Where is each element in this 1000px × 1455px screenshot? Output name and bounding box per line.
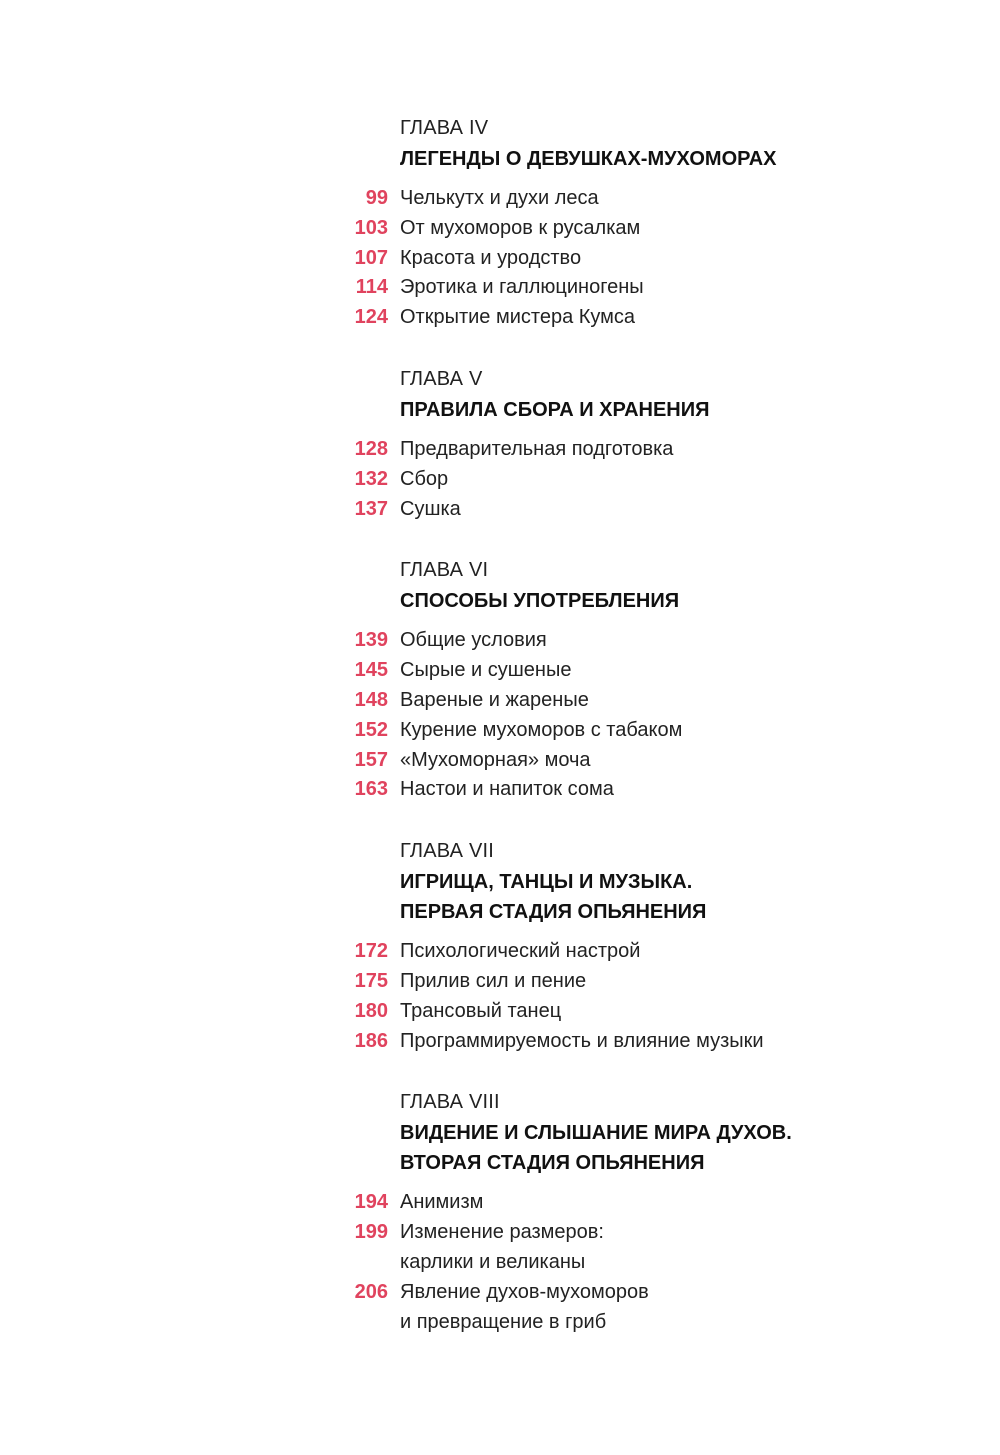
toc-entry [0,967,1000,997]
entry-title [400,686,960,716]
entry-title-line: карлики и великаны [400,1250,586,1273]
toc-entry [0,435,1000,465]
entry-title-line: Предварительная подготовка [400,437,674,460]
toc-entry [0,1188,1000,1218]
entry-title [400,303,960,333]
chapter-viii [0,1086,1000,1337]
entry-title [400,465,960,495]
entry-title-line: Сбор [400,467,449,490]
entry-title-line: Общие условия [400,629,547,652]
toc-entry [0,1027,1000,1057]
chapter-title [400,144,1000,174]
toc-entry [0,997,1000,1027]
entry-title [400,1218,960,1278]
entry-title-line: От мухоморов к русалкам [400,216,641,239]
page-number: 107 [354,246,388,269]
entry-title [400,746,960,776]
chapter-iv [0,112,1000,333]
chapter-title-line: ВИДЕНИЕ И СЛЫШАНИЕ МИРА ДУХОВ. [400,1122,792,1145]
chapter-vii [0,835,1000,1056]
entry-title [400,937,960,967]
entry-title-line: Трансовый танец [400,999,562,1022]
entry-title [400,775,960,805]
page-number: 194 [354,1191,388,1214]
toc-entry [0,303,1000,333]
chapter-title [400,395,1000,425]
entry-title-line: Вареные и жареные [400,688,589,711]
page-number: 175 [354,969,388,992]
entry-title-line: Челькутх и духи леса [400,187,599,209]
entry-title [400,273,960,303]
entry-title-line: «Мухоморная» моча [400,748,591,771]
toc-entry [0,716,1000,746]
toc-entry [0,465,1000,495]
toc-entry [0,214,1000,244]
chapter-title [400,867,1000,927]
chapter-title-line: ПРАВИЛА СБОРА И ХРАНЕНИЯ [400,398,710,421]
chapter-title-line: ВТОРАЯ СТАДИЯ ОПЬЯНЕНИЯ [400,1152,705,1175]
page-number: 114 [355,276,388,299]
toc-entry [0,775,1000,805]
entry-title-line: Настои и напиток сома [400,778,614,801]
page-number: 99 [365,187,388,209]
toc-entry [0,184,1000,214]
entry-title-line: Курение мухоморов с табаком [400,718,683,741]
page-number: 139 [354,629,388,652]
entry-title-line: Явление духов-мухоморов [400,1280,649,1303]
entry-title [400,244,960,274]
page-number: 157 [354,748,388,771]
page-number: 137 [354,497,388,520]
page-number: 172 [354,940,388,963]
toc-entry [0,273,1000,303]
entry-title-line: Открытие мистера Кумса [400,306,636,329]
toc-entry [0,626,1000,656]
page-number: 148 [354,688,388,711]
toc-entry [0,495,1000,525]
chapter-title [400,1118,1000,1178]
page-number: 186 [354,1029,388,1052]
entry-title [400,435,960,465]
entry-title [400,214,960,244]
page-number: 145 [354,659,388,682]
entry-title [400,1278,960,1338]
entry-title [400,1027,960,1057]
chapter-label: ГЛАВА VII [400,840,494,863]
entry-title [400,967,960,997]
toc-entry [0,656,1000,686]
page-number: 180 [354,999,388,1022]
chapter-label: ГЛАВА V [400,367,483,390]
entry-title-line: Анимизм [400,1191,484,1214]
page-number: 132 [354,467,388,490]
chapter-title-line: ЛЕГЕНДЫ О ДЕВУШКАХ-МУХОМОРАХ [400,148,777,170]
entry-title [400,1188,960,1218]
toc-entry [0,937,1000,967]
page-number: 128 [354,437,388,460]
entry-title-line: Эротика и галлюциногены [400,276,644,299]
page-number: 152 [354,718,388,741]
page-number: 163 [354,778,388,801]
toc-entry [0,746,1000,776]
chapter-vi [0,554,1000,805]
chapter-label: ГЛАВА VIII [400,1091,500,1114]
entry-title-line: Прилив сил и пение [400,969,587,992]
entry-title-line: Психологический настрой [400,940,641,963]
page-number: 124 [354,306,388,329]
entry-title-line: Изменение размеров: [400,1221,604,1244]
page-number: 206 [354,1280,388,1303]
toc-entry [0,686,1000,716]
toc-entry [0,244,1000,274]
chapter-title-line: ИГРИЩА, ТАНЦЫ И МУЗЫКА. [400,871,693,894]
chapter-label: ГЛАВА VI [400,559,489,582]
table-of-contents [0,112,1000,1367]
toc-entry [0,1218,1000,1278]
chapter-title [400,586,1000,616]
entry-title-line: Сушка [400,497,461,520]
toc-entry [0,1278,1000,1338]
page-number: 199 [354,1221,388,1244]
chapter-title-line: ПЕРВАЯ СТАДИЯ ОПЬЯНЕНИЯ [400,901,707,924]
entry-title [400,184,960,214]
chapter-label: ГЛАВА IV [400,117,489,139]
entry-title [400,997,960,1027]
entry-title-line: Красота и уродство [400,246,582,269]
page-number: 103 [354,216,388,239]
entry-title [400,626,960,656]
entry-title-line: Программируемость и влияние музыки [400,1029,764,1052]
entry-title-line: и превращение в гриб [400,1310,607,1333]
chapter-title-line: СПОСОБЫ УПОТРЕБЛЕНИЯ [400,590,680,613]
entry-title-line: Сырые и сушеные [400,659,572,682]
entry-title [400,495,960,525]
chapter-v [0,363,1000,524]
entry-title [400,716,960,746]
entry-title [400,656,960,686]
